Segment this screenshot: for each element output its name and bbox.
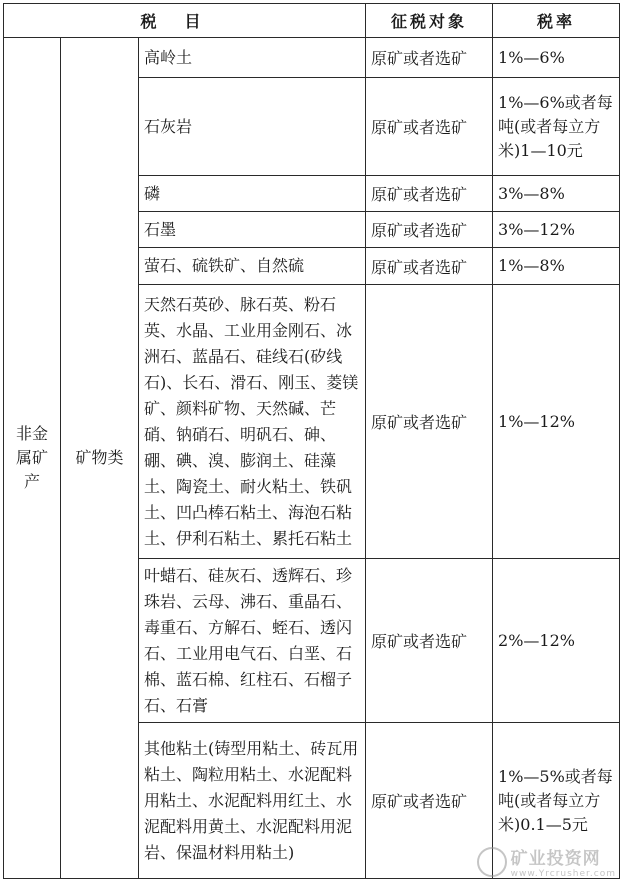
object-cell: 原矿或者选矿	[366, 78, 493, 176]
rate-cell: 1%—8%	[493, 248, 620, 285]
header-rate: 税率	[493, 4, 620, 38]
item-cell: 天然石英砂、脉石英、粉石英、水晶、工业用金刚石、冰洲石、蓝晶石、硅线石(矽线石)、长石、滑石、刚玉、菱镁矿、颜料矿物、天然碱、芒硝、钠硝石、明矾石、砷、硼、碘、溴、膨润土、硅藻土、陶瓷土、耐火粘土、铁矾土、凹凸棒石粘土、海泡石粘土、伊利石粘土、累托石粘土	[139, 285, 366, 559]
watermark	[477, 844, 616, 879]
watermark-name: 矿业投资网	[510, 849, 601, 869]
item-cell: 高岭土	[139, 38, 366, 78]
header-subject: 税目	[4, 4, 366, 38]
tax-rate-table	[3, 3, 620, 879]
item-cell: 石墨	[139, 212, 366, 248]
object-cell: 原矿或者选矿	[366, 285, 493, 559]
item-cell: 其他粘土(铸型用粘土、砖瓦用粘土、陶粒用粘土、水泥配料用粘土、水泥配料用红土、水泥配料用黄土、水泥配料用泥岩、保温材料用粘土)	[139, 723, 366, 879]
watermark-text	[511, 844, 616, 879]
rate-cell: 2%—12%	[493, 559, 620, 723]
object-cell: 原矿或者选矿	[366, 559, 493, 723]
rate-cell: 1%—6%	[493, 38, 620, 78]
object-cell: 原矿或者选矿	[366, 723, 493, 879]
object-cell: 原矿或者选矿	[366, 176, 493, 212]
rate-cell: 1%—5%或者每吨(或者每立方米)0.1—5元	[493, 723, 620, 879]
rate-cell: 1%—12%	[493, 285, 620, 559]
table-row	[4, 38, 620, 78]
watermark-url: www.Yrcrusher.com	[510, 869, 616, 879]
item-cell: 石灰岩	[139, 78, 366, 176]
rate-cell: 3%—12%	[493, 212, 620, 248]
rate-cell: 1%—6%或者每吨(或者每立方米)1—10元	[493, 78, 620, 176]
rate-cell: 3%—8%	[493, 176, 620, 212]
item-cell: 萤石、硫铁矿、自然硫	[139, 248, 366, 285]
object-cell: 原矿或者选矿	[366, 212, 493, 248]
item-cell: 磷	[139, 176, 366, 212]
header-object: 征税对象	[366, 4, 493, 38]
item-cell: 叶蜡石、硅灰石、透辉石、珍珠岩、云母、沸石、重晶石、毒重石、方解石、蛭石、透闪石、工业用电气石、白垩、石棉、蓝石棉、红柱石、石榴子石、石膏	[139, 559, 366, 723]
header-row	[4, 4, 620, 38]
category-level2: 矿物类	[61, 38, 139, 879]
object-cell: 原矿或者选矿	[366, 248, 493, 285]
object-cell: 原矿或者选矿	[366, 38, 493, 78]
category-level1: 非金属矿产	[4, 38, 61, 879]
watermark-logo-icon	[477, 847, 507, 877]
